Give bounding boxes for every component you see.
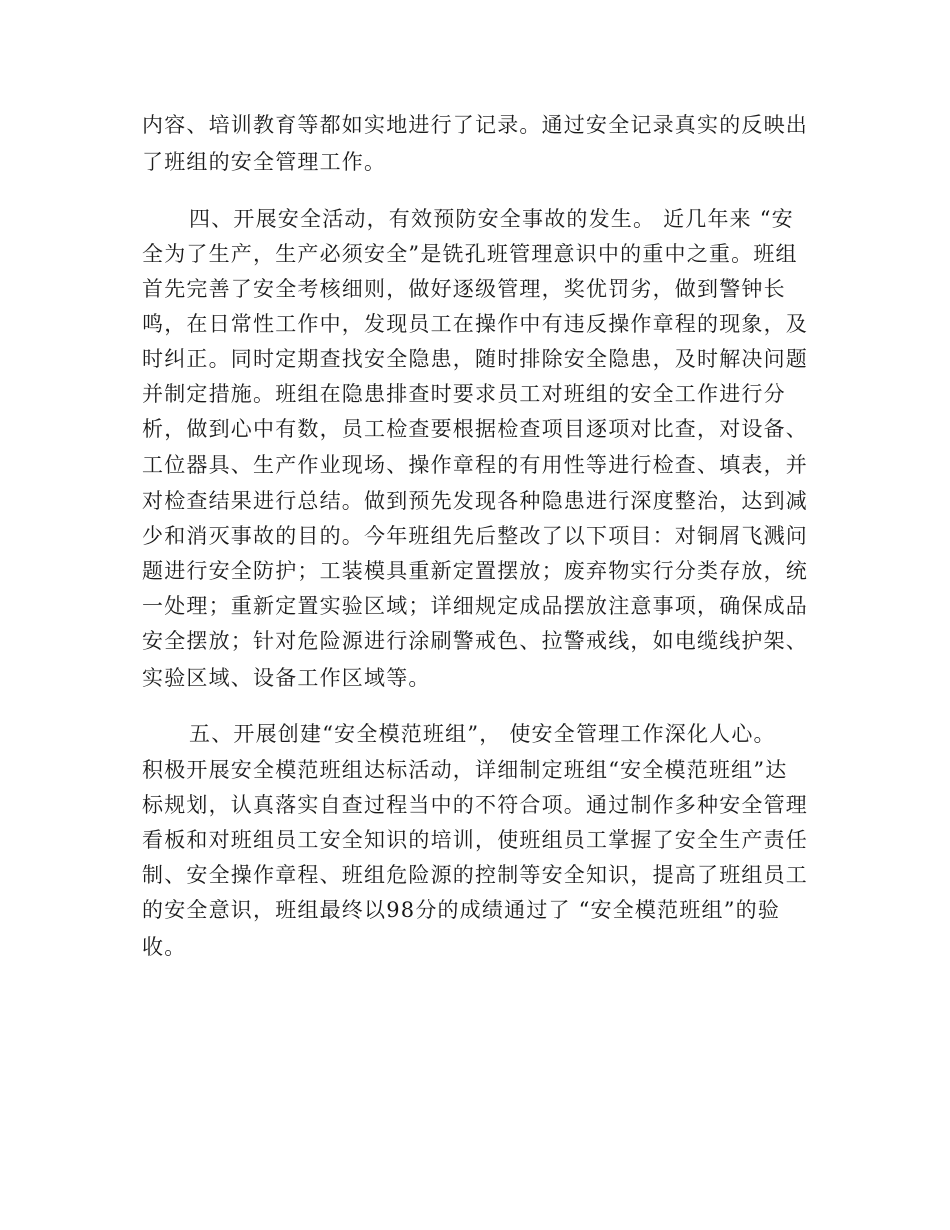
text-line: 并制定措施。班组在隐患排查时要求员工对班组的安全工作进行分 — [142, 382, 786, 406]
text-line: 全为了生产，生产必须安全”是铣孔班管理意识中的重中之重。班组 — [142, 242, 798, 266]
text-line: 鸣，在日常性工作中，发现员工在操作中有违反操作章程的现象，及 — [142, 312, 808, 336]
text-line: 首先完善了安全考核细则，做好逐级管理，奖优罚劣，做到警钟长 — [142, 277, 786, 301]
text-line: 积极开展安全模范班组达标活动，详细制定班组“安全模范班组”达 — [142, 758, 788, 782]
text-line: 少和消灭事故的目的。今年班组先后整改了以下项目：对铜屑飞溅问 — [142, 524, 808, 548]
text-line: 一处理；重新定置实验区域；详细规定成品摆放注意事项，确保成品 — [142, 594, 808, 618]
text-line: 安全摆放；针对危险源进行涂刷警戒色、拉警戒线，如电缆线护架、 — [142, 629, 808, 653]
text-line: 时纠正。同时定期查找安全隐患，随时排除安全隐患，及时解决问题 — [142, 347, 808, 371]
text-line: 收。 — [142, 935, 187, 959]
text-line: 的安全意识，班组最终以98分的成绩通过了 “安全模范班组”的验 — [142, 898, 781, 922]
text-line: 题进行安全防护；工装模具重新定置摆放；废弃物实行分类存放，统 — [142, 559, 808, 583]
text-line: 实验区域、设备工作区域等。 — [142, 666, 431, 690]
text-line: 内容、培训教育等都如实地进行了记录。通过安全记录真实的反映出 — [142, 113, 808, 137]
paragraph-heading-5: 五、开展创建“安全模范班组”， 使安全管理工作深化人心。 — [189, 722, 776, 746]
text-line: 标规划，认真落实自查过程当中的不符合项。通过制作多种安全管理 — [142, 793, 808, 817]
text-line: 看板和对班组员工安全知识的培训，使班组员工掌握了安全生产责任 — [142, 828, 808, 852]
text-line: 制、安全操作章程、班组危险源的控制等安全知识，提高了班组员工 — [142, 863, 808, 887]
text-line: 工位器具、生产作业现场、操作章程的有用性等进行检查、填表，并 — [142, 453, 808, 477]
text-line: 对检查结果进行总结。做到预先发现各种隐患进行深度整治，达到减 — [142, 489, 808, 513]
text-line: 析，做到心中有数，员工检查要根据检查项目逐项对比查，对设备、 — [142, 417, 808, 441]
text-line: 了班组的安全管理工作。 — [142, 150, 387, 174]
paragraph-heading-4: 四、开展安全活动，有效预防安全事故的发生。 近几年来 “安 — [189, 207, 794, 231]
